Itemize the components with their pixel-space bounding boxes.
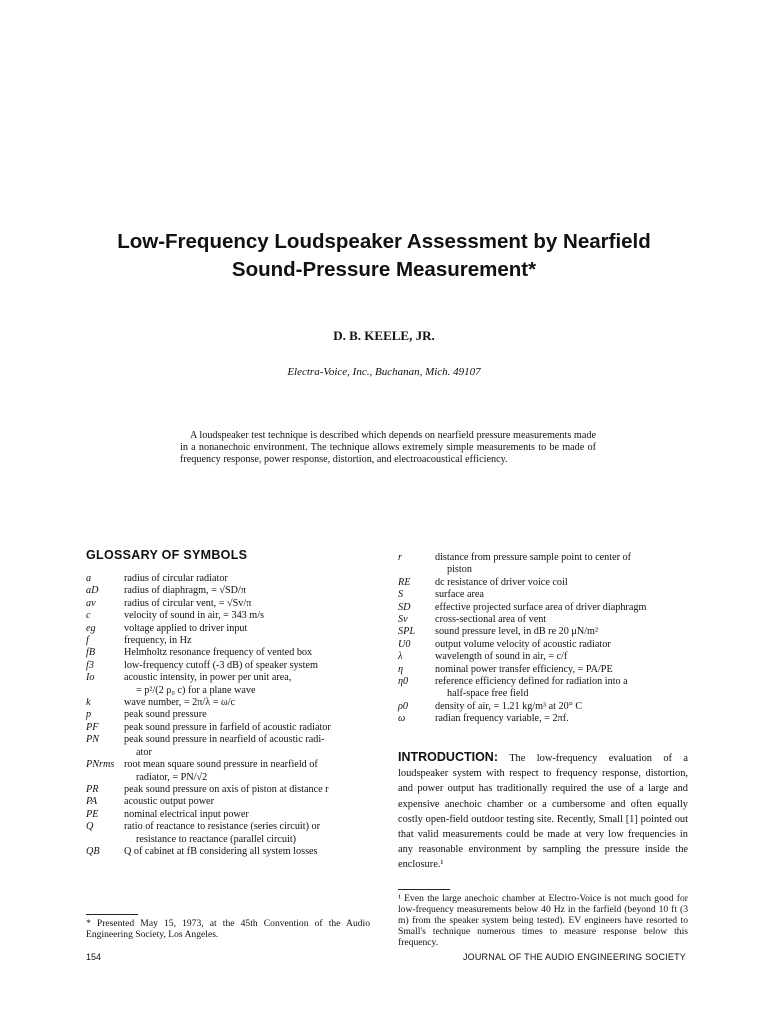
glossary-entry <box>86 821 374 846</box>
glossary-symbol: PE <box>86 808 99 820</box>
glossary-entry <box>86 660 374 672</box>
glossary-entry <box>86 722 374 734</box>
glossary-definition: distance from pressure sample point to center of <box>435 552 632 563</box>
glossary-symbol: f3 <box>86 659 94 671</box>
glossary-entry <box>86 635 374 647</box>
glossary-definition: Q of cabinet at fB considering all system losses <box>124 845 318 857</box>
glossary-entry <box>398 639 686 651</box>
glossary-definition: nominal power transfer efficiency, = PA/PE <box>435 663 613 675</box>
glossary-definition-continued: = p²/(2 ρ₀ c) for a plane wave <box>136 684 256 696</box>
glossary-entry <box>86 598 374 610</box>
glossary-definition: effective projected surface area of driver diaphragm <box>435 601 647 613</box>
glossary-symbol: S <box>398 589 404 601</box>
glossary-definition-continued: ator <box>136 746 152 758</box>
glossary-definition: low-frequency cutoff (-3 dB) of speaker system <box>124 659 318 671</box>
glossary-symbol: PNrms <box>86 759 115 771</box>
glossary-entry <box>86 809 374 821</box>
glossary-entry <box>398 589 686 601</box>
glossary-definition: root mean square sound pressure in nearfield of <box>124 759 318 771</box>
glossary-definition: output volume velocity of acoustic radiator <box>435 638 611 650</box>
glossary-symbol: RE <box>398 576 411 588</box>
glossary-symbol: eg <box>86 622 96 634</box>
glossary-definition: acoustic intensity, in power per unit area, <box>124 672 292 684</box>
glossary-symbol: PA <box>86 796 98 808</box>
glossary-definition: radius of diaphragm, = √SD/π <box>124 585 247 597</box>
glossary-entry <box>398 626 686 638</box>
glossary-definition: acoustic output power <box>124 796 214 808</box>
glossary-symbol: Sv <box>398 614 408 626</box>
glossary-definition: peak sound pressure on axis of piston at distance r <box>124 783 329 795</box>
glossary-symbol: PF <box>86 721 99 733</box>
paper-title: Low-Frequency Loudspeaker Assessment by Nearfield Sound-Pressure Measurement* <box>117 230 651 281</box>
glossary-definition: peak sound pressure in nearfield of acoustic radi- <box>124 734 325 746</box>
glossary-symbol: SD <box>398 601 411 613</box>
glossary-left-column <box>86 573 374 858</box>
author-name: D. B. KEELE, JR. <box>333 328 435 343</box>
glossary-symbol: λ <box>398 651 403 663</box>
glossary-entry <box>86 623 374 635</box>
glossary-right-column <box>398 552 686 726</box>
glossary-definition: peak sound pressure in farfield of acoustic radiator <box>124 721 331 733</box>
glossary-definition: radius of circular vent, = √Sv/π <box>124 597 252 609</box>
glossary-definition: reference efficiency defined for radiation into a <box>435 676 628 688</box>
glossary-definition: sound pressure level, in dB re 20 μN/m² <box>435 626 598 638</box>
glossary-entry <box>86 647 374 659</box>
glossary-definition: cross-sectional area of vent <box>435 614 547 626</box>
glossary-definition: voltage applied to driver input <box>124 622 248 634</box>
glossary-symbol: QB <box>86 845 100 857</box>
footnote-1: ¹ Even the large anechoic chamber at Electro-Voice is not much good for low-frequency measurements below 40 Hz in the farfield (beyond 10 ft (3 m) from the speaker system being tested). EV engineers have resorted to Small's technique numerous times to measure response below this frequency. <box>398 893 688 948</box>
glossary-entry <box>86 784 374 796</box>
glossary-entry <box>86 796 374 808</box>
glossary-definition: surface area <box>435 589 484 601</box>
glossary-symbol: U0 <box>398 638 411 650</box>
glossary-entry <box>86 697 374 709</box>
journal-name: JOURNAL OF THE AUDIO ENGINEERING SOCIETY <box>462 952 686 962</box>
glossary-symbol: k <box>86 697 91 709</box>
glossary-symbol: aD <box>86 585 99 597</box>
glossary-entry <box>398 713 686 725</box>
glossary-symbol: a <box>86 573 92 584</box>
glossary-entry <box>398 664 686 676</box>
glossary-symbol: Q <box>86 821 94 833</box>
glossary-definition: radian frequency variable, = 2πf. <box>435 713 569 725</box>
glossary-definition: density of air, = 1.21 kg/m³ at 20° C <box>435 700 583 712</box>
glossary-symbol: Io <box>86 672 95 684</box>
glossary-definition: Helmholtz resonance frequency of vented box <box>124 647 313 659</box>
glossary-definition: peak sound pressure <box>124 709 207 721</box>
footnote-presented: * Presented May 15, 1973, at the 45th Convention of the Audio Engineering Society, Los Angeles. <box>86 918 370 940</box>
footnote-rule-right <box>398 889 450 890</box>
glossary-symbol: PR <box>86 783 99 795</box>
introduction-heading: INTRODUCTION: <box>398 750 498 764</box>
glossary-definition: nominal electrical input power <box>124 808 249 820</box>
glossary-symbol: ω <box>398 713 406 725</box>
glossary-entry <box>398 614 686 626</box>
glossary-heading: GLOSSARY OF SYMBOLS <box>86 548 248 562</box>
glossary-definition-continued: piston <box>447 564 472 576</box>
page-number: 154 <box>86 952 102 962</box>
glossary-entry <box>398 651 686 663</box>
footnote-rule-left <box>86 914 138 915</box>
glossary-entry <box>86 734 374 759</box>
glossary-entry <box>398 602 686 614</box>
glossary-definition-continued: radiator, = PN/√2 <box>136 771 208 783</box>
glossary-entry <box>86 846 374 858</box>
glossary-entry <box>398 701 686 713</box>
glossary-symbol: r <box>398 552 402 563</box>
glossary-symbol: av <box>86 597 96 609</box>
abstract: A loudspeaker test technique is described which depends on nearfield pressure measurements made in a nonanechoic environment. The technique allows extremely simple measurements to be made of frequency response, power response, distortion, and electroacoustical efficiency. <box>180 430 596 466</box>
glossary-symbol: p <box>86 709 92 721</box>
glossary-entry <box>86 709 374 721</box>
glossary-symbol: c <box>86 610 91 622</box>
glossary-definition: wavelength of sound in air, = c/f <box>435 651 568 663</box>
glossary-definition-continued: resistance to reactance (parallel circuit) <box>136 833 297 845</box>
glossary-entry <box>86 573 374 585</box>
glossary-entry <box>86 672 374 697</box>
glossary-symbol: fB <box>86 647 96 659</box>
glossary-symbol: η0 <box>398 676 409 688</box>
glossary-entry <box>398 676 686 701</box>
glossary-entry <box>86 759 374 784</box>
glossary-entry <box>86 610 374 622</box>
glossary-symbol: PN <box>86 734 100 746</box>
author-affiliation: Electra-Voice, Inc., Buchanan, Mich. 49107 <box>287 366 481 378</box>
glossary-definition: dc resistance of driver voice coil <box>435 576 568 588</box>
introduction-text: The low-frequency evaluation of a loudspeaker system with respect to frequency response, distortion, and power output has traditionally required the use of a large and expensive anechoic chamber or a cumbersome and often equally costly open-field outdoor testing site. Recently, Small [1] pointed out that valid measurements could be made at very low frequencies in any reasonable environment by sampling the pressure inside the enclosure.¹ <box>398 753 688 871</box>
glossary-definition: ratio of reactance to resistance (series circuit) or <box>124 821 321 833</box>
glossary-symbol: η <box>398 663 404 675</box>
glossary-entry <box>398 552 686 577</box>
glossary-definition: velocity of sound in air, = 343 m/s <box>124 610 265 622</box>
glossary-symbol: f <box>86 635 89 647</box>
glossary-definition: radius of circular radiator <box>124 573 228 584</box>
glossary-symbol: SPL <box>398 626 415 638</box>
glossary-symbol: ρ0 <box>398 700 408 712</box>
glossary-definition-continued: half-space free field <box>447 688 529 700</box>
glossary-entry <box>86 585 374 597</box>
glossary-definition: frequency, in Hz <box>124 635 192 647</box>
introduction-paragraph <box>398 750 688 873</box>
glossary-entry <box>398 577 686 589</box>
glossary-definition: wave number, = 2π/λ = ω/c <box>124 697 236 709</box>
